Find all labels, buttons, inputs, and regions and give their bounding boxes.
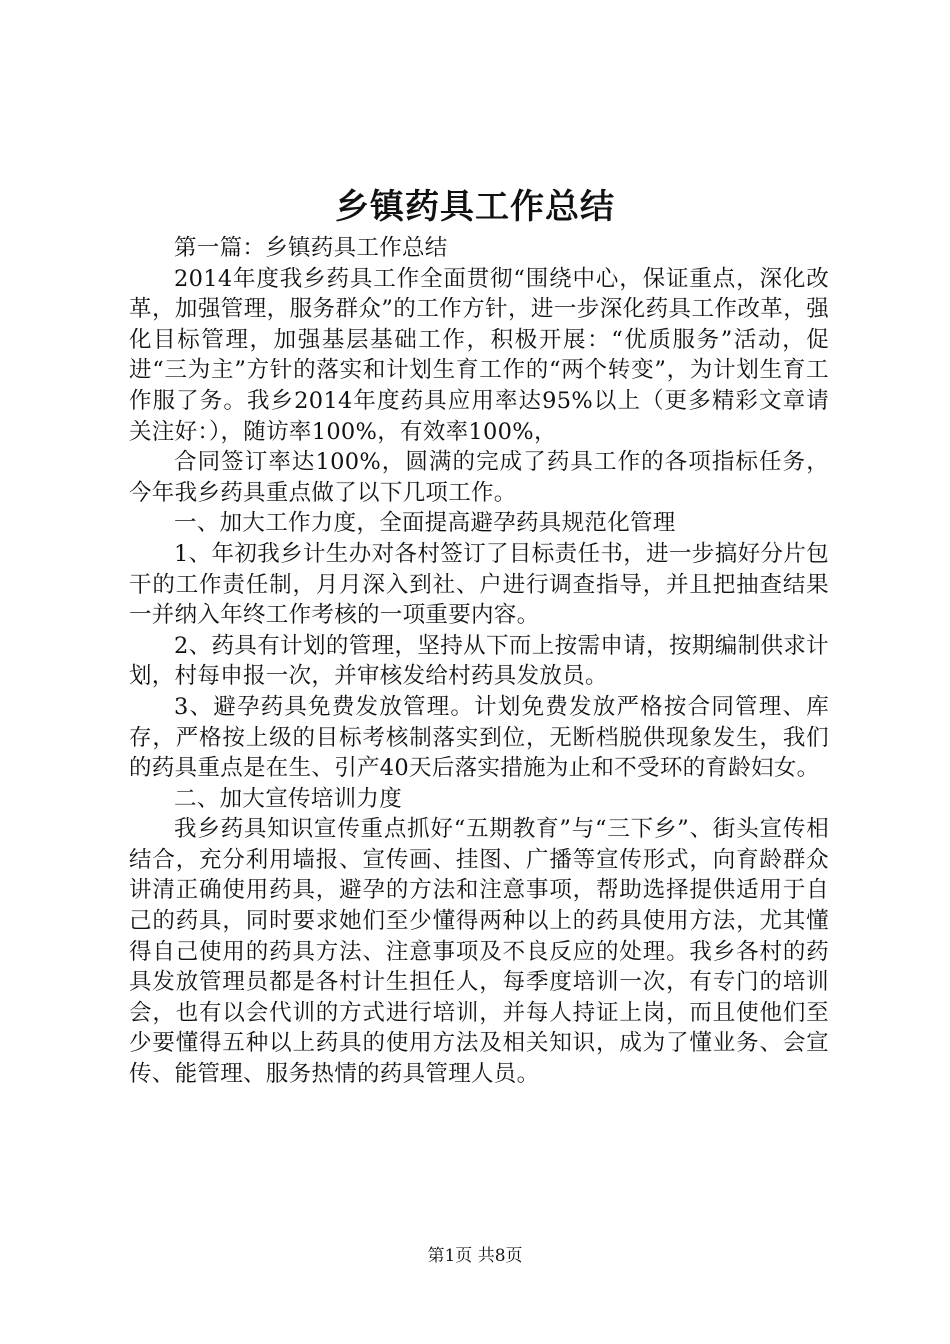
document-title: 乡镇药具工作总结 [335,187,615,227]
chapter-heading: 第一篇：乡镇药具工作总结 [174,235,448,261]
paragraph: 3、避孕药具免费发放管理。计划免费发放严格按合同管理、库存，严格按上级的目标考核制落实到位，无断档脱供现象发生，我们的药具重点是在生、引产40天后落实措施为止和不受环的育龄妇女。 [129,693,829,782]
paragraph: 2、药具有计划的管理，坚持从下而上按需申请，按期编制供求计划，村每申报一次，并审核发给村药具发放员。 [129,632,829,690]
section-heading: 一、加大工作力度，全面提高避孕药具规范化管理 [174,510,676,537]
document-body [129,233,829,1090]
page-number-footer: 第1页 共8页 [427,1246,523,1266]
paragraph: 我乡药具知识宣传重点抓好“五期教育”与“三下乡”、街头宣传相结合，充分利用墙报、宣传画、挂图、广播等宣传形式，向育龄群众讲清正确使用药具，避孕的方法和注意事项，帮助选择提供适用于自己的药具，同时要求她们至少懂得两种以上的药具使用方法，尤其懂得自己使用的药具方法、注意事项及不良反应的处理。我乡各村的药具发放管理员都是各村计生担任人，每季度培训一次，有专门的培训会，也有以会代训的方式进行培训，并每人持证上岗，而且使他们至少要懂得五种以上药具的使用方法及相关知识，成为了懂业务、会宣传、能管理、服务热情的药具管理人员。 [129,816,829,1088]
section-heading: 二、加大宣传培训力度 [174,785,403,812]
paragraph: 合同签订率达100%，圆满的完成了药具工作的各项指标任务，今年我乡药具重点做了以下几项工作。 [129,449,829,506]
paragraph: 2014年度我乡药具工作全面贯彻“围绕中心，保证重点，深化改革，加强管理，服务群众”的工作方针，进一步深化药具工作改革，强化目标管理，加强基层基础工作，积极开展：“优质服务”活动，促进“三为主”方针的落实和计划生育工作的“两个转变”，为计划生育工作服了务。我乡2014年度药具应用率达95%以上（更多精彩文章请关注好：），随访率100%，有效率100%， [129,265,829,445]
paragraph: 1、年初我乡计生办对各村签订了目标责任书，进一步搞好分片包干的工作责任制，月月深入到社、户进行调查指导，并且把抽查结果一并纳入年终工作考核的一项重要内容。 [129,540,829,629]
